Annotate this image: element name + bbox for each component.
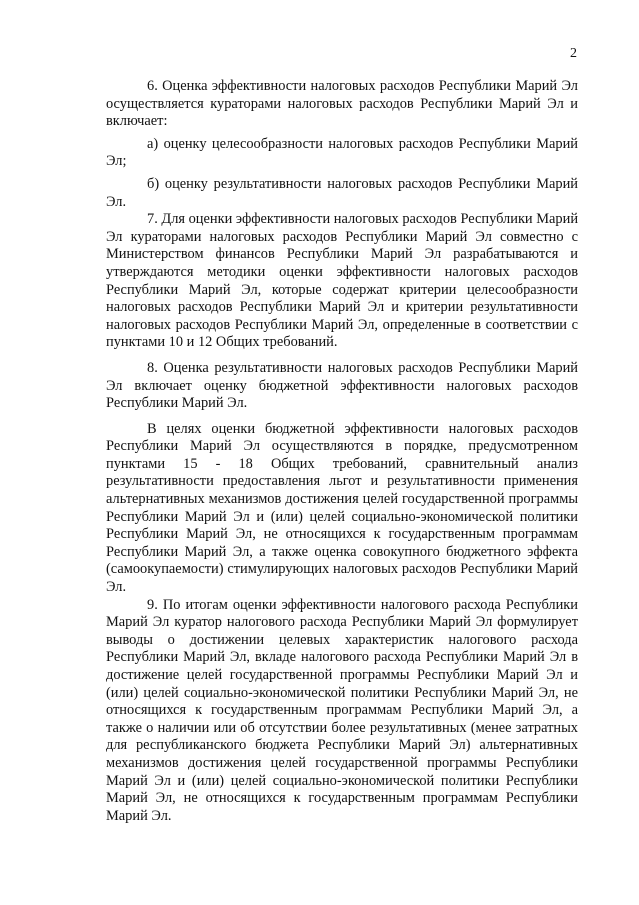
paragraph-9: 9. По итогам оценки эффективности налогового расхода Республики Марий Эл куратор налогового расхода Республики Марий Эл формулирует выводы о достижении целевых характеристик налогового расхода Республики Марий Эл, вкладе налогового расхода Республики Марий Эл в достижение целей государственной программы Республики Марий Эл и (или) целей социально-экономической политики Республики Марий Эл, не относящихся к государственным программам Республики Марий Эл, а также о наличии или об отсутствии более результативных (менее затратных для республиканского бюджета Республики Марий Эл) альтернативных механизмов достижения целей государственной программы Республики Марий Эл и (или) целей социально-экономической политики Республики Марий Эл, не относящихся к государственным программам Республики Марий Эл. xyxy=(106,596,578,824)
paragraph-6a: а) оценку целесообразности налоговых расходов Республики Марий Эл; xyxy=(106,135,578,170)
paragraph-6b: б) оценку результативности налоговых расходов Республики Марий Эл. xyxy=(106,175,578,210)
paragraph-6: 6. Оценка эффективности налоговых расходов Республики Марий Эл осуществляется кураторами налоговых расходов Республики Марий Эл и включает: xyxy=(106,78,578,130)
document-body xyxy=(106,78,578,825)
paragraph-7: 7. Для оценки эффективности налоговых расходов Республики Марий Эл кураторами налоговых расходов Республики Марий Эл совместно с Министерством финансов Республики Марий Эл разрабатываются и утверждаются методики оценки эффективности налоговых расходов Республики Марий Эл, которые содержат критерии целесообразности налоговых расходов Республики Марий Эл и критерии результативности налоговых расходов Республики Марий Эл, определенные в соответствии с пунктами 10 и 12 Общих требований. xyxy=(106,211,579,351)
page-number: 2 xyxy=(570,46,577,61)
paragraph-8-continued: В целях оценки бюджетной эффективности налоговых расходов Республики Марий Эл осуществляются в порядке, предусмотренном пунктами 15 - 18 Общих требований, сравнительный анализ результативности предоставления льгот и результативности применения альтернативных механизмов достижения целей государственной программы Республики Марий Эл и (или) целей социально-экономической политики Республики Марий Эл, не относящихся к государственным программам Республики Марий Эл, а также оценка совокупного бюджетного эффекта (самоокупаемости) стимулирующих налоговых расходов Республики Марий Эл. xyxy=(106,420,578,596)
paragraph-8: 8. Оценка результативности налоговых расходов Республики Марий Эл включает оценку бюджетной эффективности налоговых расходов Республики Марий Эл. xyxy=(106,359,578,412)
